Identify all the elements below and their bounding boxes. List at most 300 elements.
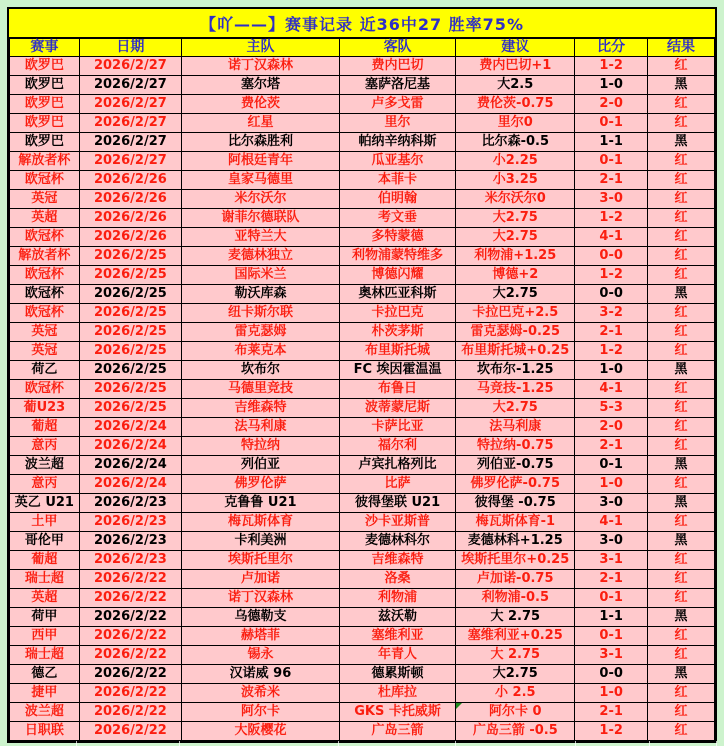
cell-home[interactable]: 勒沃库森 xyxy=(182,285,340,304)
cell-date[interactable]: 2026/2/25 xyxy=(79,304,181,323)
cell-result[interactable]: 红 xyxy=(647,399,714,418)
cell-away[interactable]: FC 埃因霍温温 xyxy=(339,361,455,380)
cell-date[interactable]: 2026/2/25 xyxy=(79,247,181,266)
cell-result[interactable]: 红 xyxy=(647,114,714,133)
cell-home[interactable]: 雷克瑟姆 xyxy=(182,323,340,342)
cell-away[interactable]: 卢宾扎格列比 xyxy=(339,456,455,475)
cell-score[interactable]: 4-1 xyxy=(575,513,648,532)
cell-home[interactable]: 特拉纳 xyxy=(182,437,340,456)
cell-result[interactable]: 红 xyxy=(647,722,714,741)
cell-home[interactable]: 大阪樱花 xyxy=(182,722,340,741)
cell-result[interactable]: 红 xyxy=(647,304,714,323)
cell-result[interactable]: 黑 xyxy=(647,133,714,152)
cell-league[interactable]: 荷甲 xyxy=(10,608,80,627)
cell-away[interactable]: 比萨 xyxy=(339,475,455,494)
cell-score[interactable]: 1-2 xyxy=(575,209,648,228)
cell-score[interactable]: 0-0 xyxy=(575,247,648,266)
cell-result[interactable]: 红 xyxy=(647,342,714,361)
cell-home[interactable]: 国际米兰 xyxy=(182,266,340,285)
cell-away[interactable]: 费内巴切 xyxy=(339,57,455,76)
cell-result[interactable]: 黑 xyxy=(647,285,714,304)
cell-date[interactable]: 2026/2/25 xyxy=(79,380,181,399)
cell-home[interactable]: 梅瓦斯体育 xyxy=(182,513,340,532)
match-row xyxy=(10,684,715,703)
column-header-league[interactable]: 赛事 xyxy=(10,39,80,57)
cell-score[interactable]: 5-3 xyxy=(575,399,648,418)
cell-league[interactable]: 英超 xyxy=(10,589,80,608)
cell-league[interactable]: 波兰超 xyxy=(10,703,80,722)
match-row xyxy=(10,114,715,133)
cell-home[interactable]: 纽卡斯尔联 xyxy=(182,304,340,323)
cell-result[interactable]: 红 xyxy=(647,418,714,437)
cell-away[interactable]: 福尔利 xyxy=(339,437,455,456)
empty-cell xyxy=(576,741,649,746)
cell-tip[interactable]: 大 2.75 xyxy=(456,646,575,665)
cell-home[interactable]: 乌德勒支 xyxy=(182,608,340,627)
cell-date[interactable]: 2026/2/27 xyxy=(79,76,181,95)
cell-result[interactable]: 红 xyxy=(647,513,714,532)
match-row xyxy=(10,171,715,190)
cell-score[interactable]: 2-1 xyxy=(575,171,648,190)
cell-home[interactable]: 锡永 xyxy=(182,646,340,665)
cell-away[interactable]: 杜库拉 xyxy=(339,684,455,703)
cell-away[interactable]: 多特蒙德 xyxy=(339,228,455,247)
match-row xyxy=(10,722,715,741)
cell-result[interactable]: 红 xyxy=(647,57,714,76)
cell-tip[interactable]: 大2.75 xyxy=(456,399,575,418)
cell-result[interactable]: 红 xyxy=(647,228,714,247)
cell-away[interactable]: 布里斯托城 xyxy=(339,342,455,361)
cell-score[interactable]: 0-1 xyxy=(575,152,648,171)
cell-result[interactable]: 红 xyxy=(647,646,714,665)
cell-date[interactable]: 2026/2/24 xyxy=(79,437,181,456)
cell-score[interactable]: 4-1 xyxy=(575,380,648,399)
cell-date[interactable]: 2026/2/25 xyxy=(79,323,181,342)
cell-score[interactable]: 2-1 xyxy=(575,323,648,342)
cell-tip[interactable]: 利物浦-0.5 xyxy=(456,589,575,608)
match-row xyxy=(10,608,715,627)
cell-score[interactable]: 1-2 xyxy=(575,722,648,741)
cell-score[interactable]: 2-0 xyxy=(575,95,648,114)
match-row xyxy=(10,190,715,209)
cell-date[interactable]: 2026/2/24 xyxy=(79,475,181,494)
cell-result[interactable]: 红 xyxy=(647,684,714,703)
cell-tip[interactable]: 雷克瑟姆-0.25 xyxy=(456,323,575,342)
cell-tip[interactable]: 大2.75 xyxy=(456,285,575,304)
cell-tip[interactable]: 塞维利亚+0.25 xyxy=(456,627,575,646)
cell-tip[interactable]: 广岛三箭 -0.5 xyxy=(456,722,575,741)
cell-tip[interactable]: 大2.75 xyxy=(456,665,575,684)
cell-away[interactable]: 布鲁日 xyxy=(339,380,455,399)
cell-tip[interactable]: 小2.25 xyxy=(456,152,575,171)
cell-score[interactable]: 0-0 xyxy=(575,665,648,684)
match-row xyxy=(10,589,715,608)
header-row xyxy=(10,39,715,57)
cell-score[interactable]: 1-0 xyxy=(575,361,648,380)
cell-score[interactable]: 3-0 xyxy=(575,532,648,551)
empty-cell xyxy=(77,741,180,746)
cell-date[interactable]: 2026/2/27 xyxy=(79,57,181,76)
cell-date[interactable]: 2026/2/25 xyxy=(79,285,181,304)
cell-home[interactable]: 谢菲尔德联队 xyxy=(182,209,340,228)
cell-league[interactable]: 捷甲 xyxy=(10,684,80,703)
match-row xyxy=(10,532,715,551)
cell-league[interactable]: 瑞士超 xyxy=(10,646,80,665)
cell-result[interactable]: 红 xyxy=(647,323,714,342)
cell-tip[interactable]: 利物浦+1.25 xyxy=(456,247,575,266)
cell-away[interactable]: 洛桑 xyxy=(339,570,455,589)
cell-date[interactable]: 2026/2/22 xyxy=(79,703,181,722)
cell-tip[interactable]: 里尔0 xyxy=(456,114,575,133)
page-title: 【吖——】赛事记录 近36中27 胜率75% xyxy=(200,14,524,34)
cell-score[interactable]: 0-0 xyxy=(575,285,648,304)
cell-score[interactable]: 2-1 xyxy=(575,570,648,589)
empty-cell xyxy=(456,741,576,746)
cell-date[interactable]: 2026/2/26 xyxy=(79,190,181,209)
cell-date[interactable]: 2026/2/23 xyxy=(79,532,181,551)
cell-result[interactable]: 红 xyxy=(647,266,714,285)
cell-league[interactable]: 欧冠杯 xyxy=(10,380,80,399)
cell-tip[interactable]: 博德+2 xyxy=(456,266,575,285)
cell-result[interactable]: 黑 xyxy=(647,608,714,627)
cell-date[interactable]: 2026/2/23 xyxy=(79,494,181,513)
matches-table xyxy=(9,38,715,741)
cell-league[interactable]: 西甲 xyxy=(10,627,80,646)
cell-date[interactable]: 2026/2/26 xyxy=(79,209,181,228)
cell-result[interactable]: 黑 xyxy=(647,76,714,95)
column-header-result[interactable]: 结果 xyxy=(647,39,714,57)
cell-tip[interactable]: 小3.25 xyxy=(456,171,575,190)
cell-tip[interactable]: 坎布尔-1.25 xyxy=(456,361,575,380)
cell-away[interactable]: 瓜亚基尔 xyxy=(339,152,455,171)
cell-date[interactable]: 2026/2/25 xyxy=(79,342,181,361)
cell-league[interactable]: 意丙 xyxy=(10,475,80,494)
cell-date[interactable]: 2026/2/22 xyxy=(79,589,181,608)
empty-grid-strip xyxy=(7,741,717,746)
cell-league[interactable]: 德乙 xyxy=(10,665,80,684)
cell-tip-with-comment-marker[interactable]: 阿尔卡 0 xyxy=(456,703,575,722)
cell-home[interactable]: 埃斯托里尔 xyxy=(182,551,340,570)
cell-tip[interactable]: 麦德林科+1.25 xyxy=(456,532,575,551)
cell-score[interactable]: 1-1 xyxy=(575,133,648,152)
cell-home[interactable]: 塞尔塔 xyxy=(182,76,340,95)
cell-date[interactable]: 2026/2/22 xyxy=(79,722,181,741)
cell-tip[interactable]: 费内巴切+1 xyxy=(456,57,575,76)
cell-date[interactable]: 2026/2/22 xyxy=(79,646,181,665)
cell-result[interactable]: 红 xyxy=(647,437,714,456)
cell-score[interactable]: 1-0 xyxy=(575,684,648,703)
cell-away[interactable]: 沙卡亚斯普 xyxy=(339,513,455,532)
cell-result[interactable]: 红 xyxy=(647,627,714,646)
match-row xyxy=(10,456,715,475)
cell-date[interactable]: 2026/2/25 xyxy=(79,361,181,380)
cell-home[interactable]: 红星 xyxy=(182,114,340,133)
cell-league[interactable]: 日职联 xyxy=(10,722,80,741)
cell-league[interactable]: 英乙 U21 xyxy=(10,494,80,513)
cell-tip[interactable]: 卡拉巴克+2.5 xyxy=(456,304,575,323)
cell-league[interactable]: 英冠 xyxy=(10,342,80,361)
cell-away[interactable]: 兹沃勒 xyxy=(339,608,455,627)
match-row xyxy=(10,380,715,399)
cell-away[interactable]: 利物浦蒙特维多 xyxy=(339,247,455,266)
cell-date[interactable]: 2026/2/23 xyxy=(79,513,181,532)
cell-result[interactable]: 黑 xyxy=(647,532,714,551)
cell-away[interactable]: 德累斯顿 xyxy=(339,665,455,684)
cell-result[interactable]: 红 xyxy=(647,589,714,608)
cell-home[interactable]: 马德里竞技 xyxy=(182,380,340,399)
cell-league[interactable]: 土甲 xyxy=(10,513,80,532)
match-row xyxy=(10,342,715,361)
cell-home[interactable]: 亚特兰大 xyxy=(182,228,340,247)
cell-tip[interactable]: 马竞技-1.25 xyxy=(456,380,575,399)
cell-league[interactable]: 意丙 xyxy=(10,437,80,456)
empty-cell xyxy=(339,741,456,746)
cell-result[interactable]: 黑 xyxy=(647,456,714,475)
cell-home[interactable]: 卢加诺 xyxy=(182,570,340,589)
cell-tip[interactable]: 埃斯托里尔+0.25 xyxy=(456,551,575,570)
cell-result[interactable]: 红 xyxy=(647,703,714,722)
cell-date[interactable]: 2026/2/27 xyxy=(79,114,181,133)
cell-home[interactable]: 卡利美洲 xyxy=(182,532,340,551)
cell-result[interactable]: 红 xyxy=(647,551,714,570)
cell-result[interactable]: 红 xyxy=(647,190,714,209)
cell-score[interactable]: 1-1 xyxy=(575,608,648,627)
cell-home[interactable]: 麦德林独立 xyxy=(182,247,340,266)
match-row xyxy=(10,95,715,114)
cell-date[interactable]: 2026/2/22 xyxy=(79,570,181,589)
match-row xyxy=(10,209,715,228)
cell-away[interactable]: 里尔 xyxy=(339,114,455,133)
cell-league[interactable]: 欧罗巴 xyxy=(10,133,80,152)
cell-league[interactable]: 解放者杯 xyxy=(10,247,80,266)
cell-date[interactable]: 2026/2/22 xyxy=(79,608,181,627)
cell-tip[interactable]: 卢加诺-0.75 xyxy=(456,570,575,589)
cell-date[interactable]: 2026/2/24 xyxy=(79,418,181,437)
empty-cell xyxy=(7,741,77,746)
cell-score[interactable]: 3-1 xyxy=(575,646,648,665)
tips-record-table xyxy=(7,7,717,743)
cell-result[interactable]: 红 xyxy=(647,570,714,589)
cell-date[interactable]: 2026/2/22 xyxy=(79,684,181,703)
cell-away[interactable]: 卢多戈雷 xyxy=(339,95,455,114)
match-row xyxy=(10,285,715,304)
cell-tip[interactable]: 列伯亚-0.75 xyxy=(456,456,575,475)
cell-league[interactable]: 荷乙 xyxy=(10,361,80,380)
cell-date[interactable]: 2026/2/25 xyxy=(79,266,181,285)
cell-away[interactable]: 塞萨洛尼基 xyxy=(339,76,455,95)
cell-score[interactable]: 1-0 xyxy=(575,475,648,494)
cell-tip[interactable]: 法马利康 xyxy=(456,418,575,437)
column-header-date[interactable]: 日期 xyxy=(79,39,181,57)
cell-league[interactable]: 波兰超 xyxy=(10,456,80,475)
cell-home[interactable]: 吉维森特 xyxy=(182,399,340,418)
cell-tip[interactable]: 大2.75 xyxy=(456,228,575,247)
cell-away[interactable]: 卡萨比亚 xyxy=(339,418,455,437)
cell-league[interactable]: 哥伦甲 xyxy=(10,532,80,551)
match-row xyxy=(10,399,715,418)
cell-score[interactable]: 1-2 xyxy=(575,57,648,76)
cell-league[interactable]: 欧冠杯 xyxy=(10,285,80,304)
cell-away[interactable]: 博德闪耀 xyxy=(339,266,455,285)
cell-result[interactable]: 红 xyxy=(647,475,714,494)
match-row xyxy=(10,266,715,285)
cell-home[interactable]: 布莱克本 xyxy=(182,342,340,361)
cell-score[interactable]: 3-1 xyxy=(575,551,648,570)
cell-tip[interactable]: 大2.5 xyxy=(456,76,575,95)
cell-result[interactable]: 红 xyxy=(647,171,714,190)
column-header-away[interactable]: 客队 xyxy=(339,39,455,57)
cell-league[interactable]: 欧冠杯 xyxy=(10,304,80,323)
cell-score[interactable]: 4-1 xyxy=(575,228,648,247)
cell-away[interactable]: 本菲卡 xyxy=(339,171,455,190)
cell-result[interactable]: 红 xyxy=(647,380,714,399)
cell-score[interactable]: 0-1 xyxy=(575,114,648,133)
cell-away[interactable]: 波蒂蒙尼斯 xyxy=(339,399,455,418)
cell-score[interactable]: 3-0 xyxy=(575,494,648,513)
cell-result[interactable]: 黑 xyxy=(647,494,714,513)
cell-score[interactable]: 2-0 xyxy=(575,418,648,437)
cell-league[interactable]: 解放者杯 xyxy=(10,152,80,171)
cell-score[interactable]: 3-0 xyxy=(575,190,648,209)
cell-date[interactable]: 2026/2/25 xyxy=(79,399,181,418)
cell-league[interactable]: 葡超 xyxy=(10,418,80,437)
cell-date[interactable]: 2026/2/22 xyxy=(79,665,181,684)
cell-tip[interactable]: 彼得堡 -0.75 xyxy=(456,494,575,513)
cell-score[interactable]: 0-1 xyxy=(575,627,648,646)
cell-date[interactable]: 2026/2/22 xyxy=(79,627,181,646)
match-row xyxy=(10,570,715,589)
cell-score[interactable]: 1-2 xyxy=(575,342,648,361)
cell-tip[interactable]: 布里斯托城+0.25 xyxy=(456,342,575,361)
cell-home[interactable]: 佛罗伦萨 xyxy=(182,475,340,494)
match-row xyxy=(10,513,715,532)
cell-away[interactable]: 伯明翰 xyxy=(339,190,455,209)
match-row xyxy=(10,304,715,323)
cell-home[interactable]: 法马利康 xyxy=(182,418,340,437)
cell-home[interactable]: 诺丁汉森林 xyxy=(182,57,340,76)
cell-league[interactable]: 欧罗巴 xyxy=(10,76,80,95)
cell-league[interactable]: 欧冠杯 xyxy=(10,266,80,285)
cell-away[interactable]: 彼得堡联 U21 xyxy=(339,494,455,513)
match-row xyxy=(10,323,715,342)
cell-tip[interactable]: 大2.75 xyxy=(456,209,575,228)
cell-away[interactable]: 塞维利亚 xyxy=(339,627,455,646)
cell-home[interactable]: 坎布尔 xyxy=(182,361,340,380)
match-row xyxy=(10,627,715,646)
cell-score[interactable]: 2-1 xyxy=(575,703,648,722)
cell-date[interactable]: 2026/2/26 xyxy=(79,171,181,190)
cell-home[interactable]: 阿尔卡 xyxy=(182,703,340,722)
cell-league[interactable]: 欧罗巴 xyxy=(10,95,80,114)
cell-date[interactable]: 2026/2/24 xyxy=(79,456,181,475)
cell-result[interactable]: 红 xyxy=(647,95,714,114)
column-header-tip[interactable]: 建议 xyxy=(456,39,575,57)
cell-away[interactable]: 朴茨茅斯 xyxy=(339,323,455,342)
cell-home[interactable]: 克鲁鲁 U21 xyxy=(182,494,340,513)
match-row xyxy=(10,133,715,152)
cell-away[interactable]: 吉维森特 xyxy=(339,551,455,570)
cell-away[interactable]: 麦德林科尔 xyxy=(339,532,455,551)
cell-date[interactable]: 2026/2/23 xyxy=(79,551,181,570)
cell-away[interactable]: 帕纳辛纳科斯 xyxy=(339,133,455,152)
cell-home[interactable]: 波希米 xyxy=(182,684,340,703)
cell-score[interactable]: 1-0 xyxy=(575,76,648,95)
cell-result[interactable]: 黑 xyxy=(647,361,714,380)
cell-home[interactable]: 列伯亚 xyxy=(182,456,340,475)
cell-tip[interactable]: 比尔森-0.5 xyxy=(456,133,575,152)
cell-result[interactable]: 黑 xyxy=(647,665,714,684)
cell-league[interactable]: 欧罗巴 xyxy=(10,57,80,76)
cell-home[interactable]: 米尔沃尔 xyxy=(182,190,340,209)
cell-score[interactable]: 0-1 xyxy=(575,589,648,608)
cell-league[interactable]: 瑞士超 xyxy=(10,570,80,589)
cell-result[interactable]: 红 xyxy=(647,152,714,171)
match-row xyxy=(10,475,715,494)
cell-league[interactable]: 欧冠杯 xyxy=(10,171,80,190)
empty-cell xyxy=(180,741,339,746)
cell-home[interactable]: 诺丁汉森林 xyxy=(182,589,340,608)
cell-home[interactable]: 比尔森胜利 xyxy=(182,133,340,152)
cell-away[interactable]: 利物浦 xyxy=(339,589,455,608)
cell-tip[interactable]: 米尔沃尔0 xyxy=(456,190,575,209)
column-header-score[interactable]: 比分 xyxy=(575,39,648,57)
cell-tip[interactable]: 费伦茨-0.75 xyxy=(456,95,575,114)
cell-league[interactable]: 英冠 xyxy=(10,323,80,342)
match-row xyxy=(10,646,715,665)
cell-tip[interactable]: 大 2.75 xyxy=(456,608,575,627)
cell-score[interactable]: 3-2 xyxy=(575,304,648,323)
cell-home[interactable]: 皇家马德里 xyxy=(182,171,340,190)
cell-result[interactable]: 红 xyxy=(647,247,714,266)
cell-date[interactable]: 2026/2/27 xyxy=(79,95,181,114)
cell-league[interactable]: 葡超 xyxy=(10,551,80,570)
cell-away[interactable]: 奥林匹亚科斯 xyxy=(339,285,455,304)
cell-home[interactable]: 赫塔菲 xyxy=(182,627,340,646)
column-header-home[interactable]: 主队 xyxy=(182,39,340,57)
match-row xyxy=(10,57,715,76)
cell-date[interactable]: 2026/2/27 xyxy=(79,152,181,171)
cell-tip[interactable]: 佛罗伦萨-0.75 xyxy=(456,475,575,494)
cell-league[interactable]: 葡U23 xyxy=(10,399,80,418)
cell-tip[interactable]: 梅瓦斯体育-1 xyxy=(456,513,575,532)
cell-away[interactable]: 考文垂 xyxy=(339,209,455,228)
cell-away[interactable]: 广岛三箭 xyxy=(339,722,455,741)
match-row xyxy=(10,228,715,247)
cell-league[interactable]: 英超 xyxy=(10,209,80,228)
cell-league[interactable]: 英冠 xyxy=(10,190,80,209)
cell-score[interactable]: 1-2 xyxy=(575,266,648,285)
cell-league[interactable]: 欧冠杯 xyxy=(10,228,80,247)
cell-result[interactable]: 红 xyxy=(647,209,714,228)
cell-home[interactable]: 费伦茨 xyxy=(182,95,340,114)
cell-score[interactable]: 2-1 xyxy=(575,437,648,456)
match-row xyxy=(10,665,715,684)
empty-cell xyxy=(650,741,717,746)
title-cell[interactable] xyxy=(9,9,715,38)
match-row xyxy=(10,152,715,171)
cell-home[interactable]: 阿根廷青年 xyxy=(182,152,340,171)
cell-away[interactable]: 年青人 xyxy=(339,646,455,665)
cell-date[interactable]: 2026/2/26 xyxy=(79,228,181,247)
cell-score[interactable]: 0-1 xyxy=(575,456,648,475)
cell-tip[interactable]: 小 2.5 xyxy=(456,684,575,703)
cell-tip[interactable]: 特拉纳-0.75 xyxy=(456,437,575,456)
cell-away[interactable]: GKS 卡托威斯 xyxy=(339,703,455,722)
cell-date[interactable]: 2026/2/27 xyxy=(79,133,181,152)
cell-home[interactable]: 汉诺威 96 xyxy=(182,665,340,684)
cell-league[interactable]: 欧罗巴 xyxy=(10,114,80,133)
cell-away[interactable]: 卡拉巴克 xyxy=(339,304,455,323)
